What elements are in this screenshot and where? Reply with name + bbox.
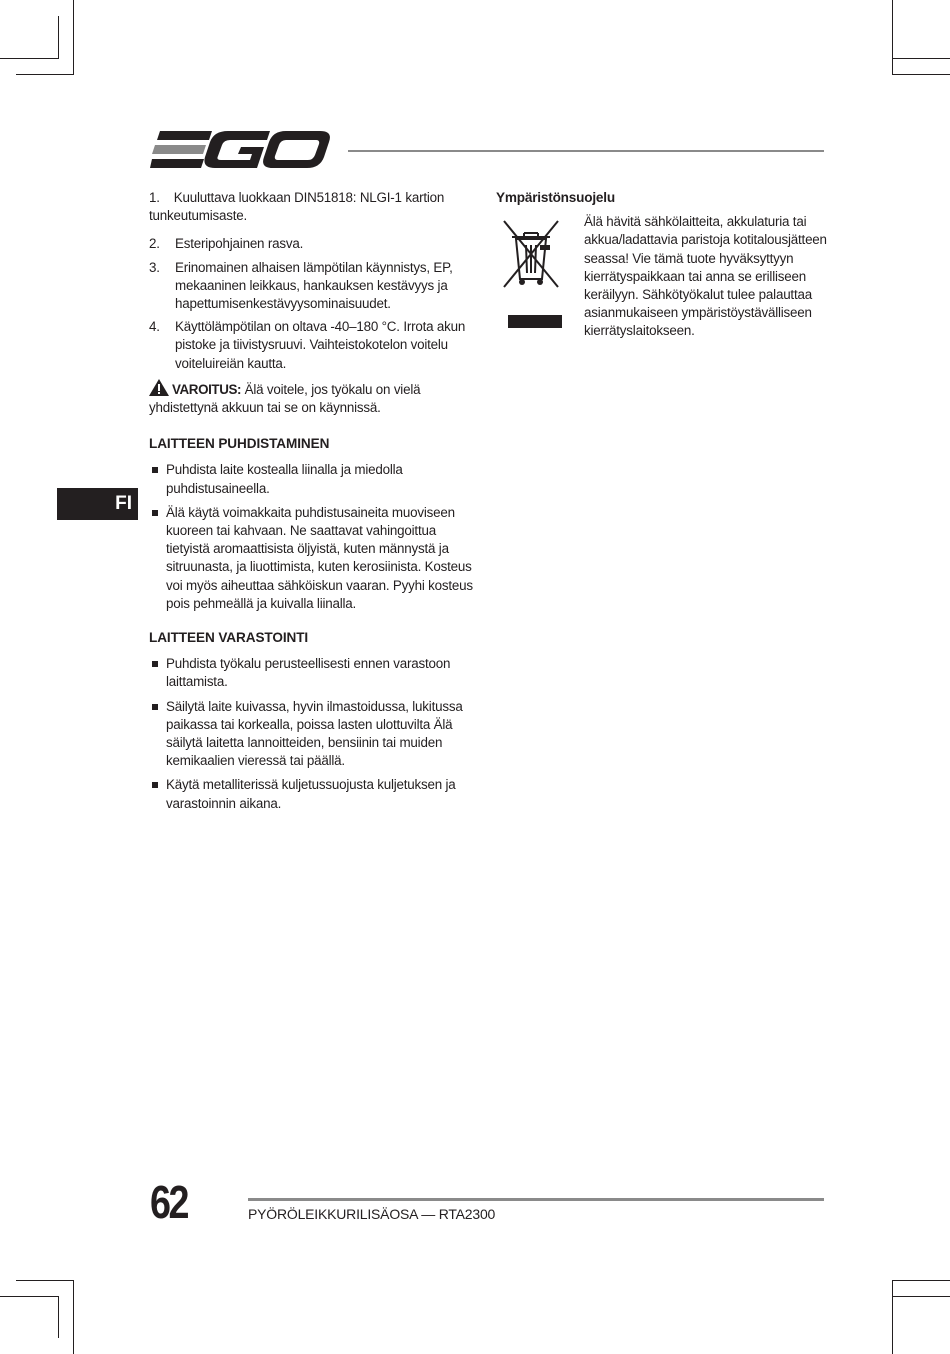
list-item-text: Käytä metalliterissä kuljetussuojusta kuljetuksen ja varastoinnin aikana. (166, 777, 456, 811)
item-number: 2. (149, 236, 160, 252)
crop-mark (16, 1280, 74, 1281)
crop-mark (892, 1296, 950, 1297)
item-text: Käyttölämpötilan on oltava -40–180 °C. Irrota akun pistoke ja tiivistysruuvi. Vaihteistokotelon voitelu voiteluireiän kautta. (175, 319, 466, 371)
footer-rule (248, 1198, 824, 1201)
warning-text: Älä voitele, jos työkalu on vielä yhdistettynä akkuun tai se on käynnissä. (149, 381, 421, 416)
item-number: 4. (149, 319, 160, 335)
crop-mark (58, 16, 59, 59)
crop-mark (892, 1280, 893, 1354)
crop-mark (0, 58, 58, 59)
left-column (149, 189, 479, 829)
list-item-text: Puhdista laite kostealla liinalla ja miedolla puhdistusaineella. (166, 462, 403, 496)
bullet-icon (152, 467, 158, 473)
list-item (149, 698, 479, 771)
item-text: Kuuluttava luokkaan DIN51818: NLGI-1 kartion tunkeutumisaste. (149, 190, 445, 224)
bullet-icon (152, 661, 158, 667)
crop-mark (73, 0, 74, 74)
list-item-text: Säilytä laite kuivassa, hyvin ilmastoidussa, lukitussa paikassa tai korkealla, poissa lasten ulottuvilta Älä säilytä laitetta lannoitteiden, bensiinin tai muiden kemikaalien vieressä tai päällä. (166, 698, 463, 769)
list-item (149, 655, 479, 691)
numbered-item (149, 235, 479, 253)
crop-mark (892, 1280, 950, 1281)
header-rule (348, 150, 824, 152)
crop-mark (892, 74, 950, 75)
cleaning-section (149, 435, 479, 613)
list-item-text: Älä käytä voimakkaita puhdistusaineita muoviseen kuoreen tai kahvaan. Ne saattavat vahingoittua tietyistä aromaattisista öljyistä, kuten männystä ja sitruunasta, ja liuottimista, kuten kerosiinista. Kosteus voi myös aiheuttaa sähköiskun vaaran. Pyyhi kosteus pois pehmeällä ja kuivalla liinalla. (166, 504, 473, 611)
environment-block (496, 213, 831, 340)
list-item (149, 776, 479, 812)
item-number: 1. (149, 190, 160, 205)
page-number: 62 (150, 1176, 188, 1228)
crop-mark (892, 58, 950, 59)
bullet-icon (152, 510, 158, 516)
list-item (149, 504, 479, 613)
list-item (149, 461, 479, 497)
bullet-icon (152, 782, 158, 788)
numbered-item (149, 189, 479, 225)
item-text: Esteripohjainen rasva. (175, 236, 304, 252)
crop-mark (0, 1296, 58, 1297)
list-item-text: Puhdista työkalu perusteellisesti ennen varastoon laittamista. (166, 656, 451, 690)
numbered-item (149, 259, 479, 314)
language-tab-label: FI (115, 493, 132, 514)
item-number: 3. (149, 259, 160, 275)
storage-section (149, 629, 479, 813)
right-column (496, 189, 831, 341)
ego-logo (150, 130, 330, 170)
warning-note (149, 379, 479, 417)
warning-icon (149, 379, 169, 396)
item-text: Erinomainen alhaisen lämpötilan käynnistys, EP, mekaaninen leikkaus, hankauksen kestävyys ja hapettumisenkestävyysominaisuudet. (175, 259, 453, 312)
language-tab (57, 488, 138, 520)
footer-title: PYÖRÖLEIKKURILISÄOSA — RTA2300 (248, 1206, 496, 1222)
environment-text: Älä hävitä sähkölaitteita, akkulaturia tai akkua/ladattavia paristoja kotitalousjätteen seassa! Vie tämä tuote hyväksyttyyn kierrätyspaikkaan tai anna se erilliseen keräilyyn. Sähkötyökalut tulee palauttaa asianmukaiseen ympäristöystävälliseen kierrätyslaitokseen. (584, 214, 827, 339)
crossed-out-bin-icon (500, 219, 562, 329)
crop-mark (892, 0, 893, 74)
crop-mark (73, 1280, 74, 1354)
environment-heading: Ympäristönsuojelu (496, 190, 615, 205)
storage-heading: LAITTEEN VARASTOINTI (149, 630, 309, 646)
cleaning-heading: LAITTEEN PUHDISTAMINEN (149, 436, 330, 452)
crop-mark (16, 74, 74, 75)
warning-label: VAROITUS: (172, 381, 242, 397)
crop-mark (58, 1296, 59, 1338)
numbered-item (149, 318, 479, 373)
bullet-icon (152, 704, 158, 710)
